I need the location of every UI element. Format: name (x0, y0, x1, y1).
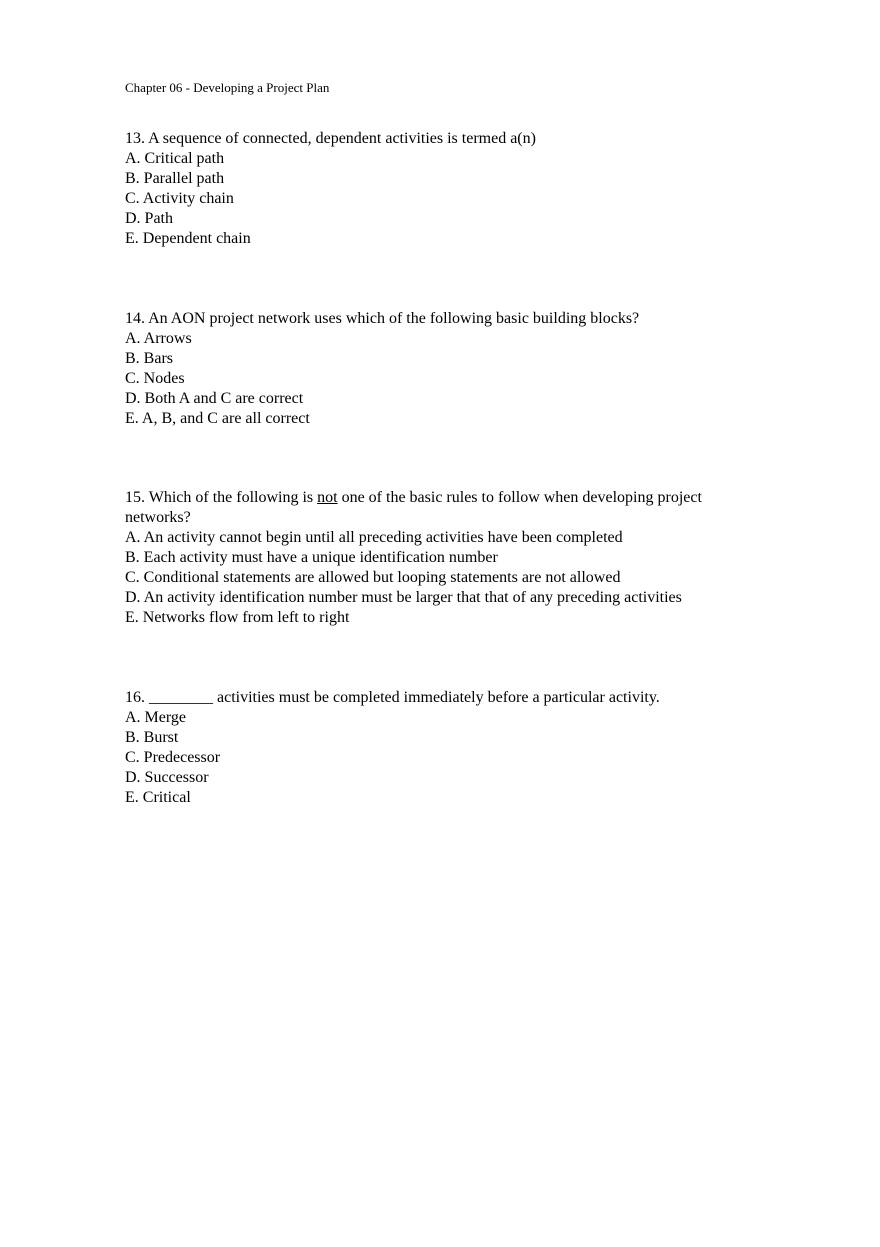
question-16 (125, 688, 765, 808)
option-d: D. Path (125, 210, 173, 227)
question-15 (125, 488, 765, 628)
option-b: B. Each activity must have a unique identification number (125, 549, 498, 566)
question-stem: 13. A sequence of connected, dependent activities is termed a(n) (125, 130, 536, 147)
option-e: E. Networks flow from left to right (125, 609, 350, 626)
stem-prefix: 15. Which of the following is (125, 489, 318, 506)
option-b: B. Bars (125, 350, 173, 367)
question-stem: 14. An AON project network uses which of the following basic building blocks? (125, 310, 640, 327)
option-c: C. Nodes (125, 370, 185, 387)
question-stem (125, 488, 765, 528)
question-13 (125, 129, 765, 249)
option-a: A. Merge (125, 709, 187, 726)
page-header: Chapter 06 - Developing a Project Plan (125, 80, 330, 95)
option-e: E. Dependent chain (125, 230, 251, 247)
option-a: A. Arrows (125, 330, 192, 347)
option-d: D. An activity identification number must be larger that that of any preceding activities (125, 589, 682, 606)
option-b: B. Parallel path (125, 170, 225, 187)
option-b: B. Burst (125, 729, 179, 746)
option-a: A. Critical path (125, 150, 225, 167)
option-c: C. Conditional statements are allowed but looping statements are not allowed (125, 569, 621, 586)
option-e: E. A, B, and C are all correct (125, 410, 310, 427)
option-d: D. Successor (125, 769, 209, 786)
stem-emphasis: not (317, 489, 338, 506)
question-stem: 16. ________ activities must be completed immediately before a particular activity. (125, 689, 660, 706)
option-d: D. Both A and C are correct (125, 390, 304, 407)
stem-suffix: one of the basic rules to follow when developing project networks? (125, 489, 702, 526)
option-c: C. Activity chain (125, 190, 234, 207)
option-e: E. Critical (125, 789, 191, 806)
option-c: C. Predecessor (125, 749, 221, 766)
question-14 (125, 309, 765, 429)
option-a: A. An activity cannot begin until all preceding activities have been completed (125, 529, 623, 546)
